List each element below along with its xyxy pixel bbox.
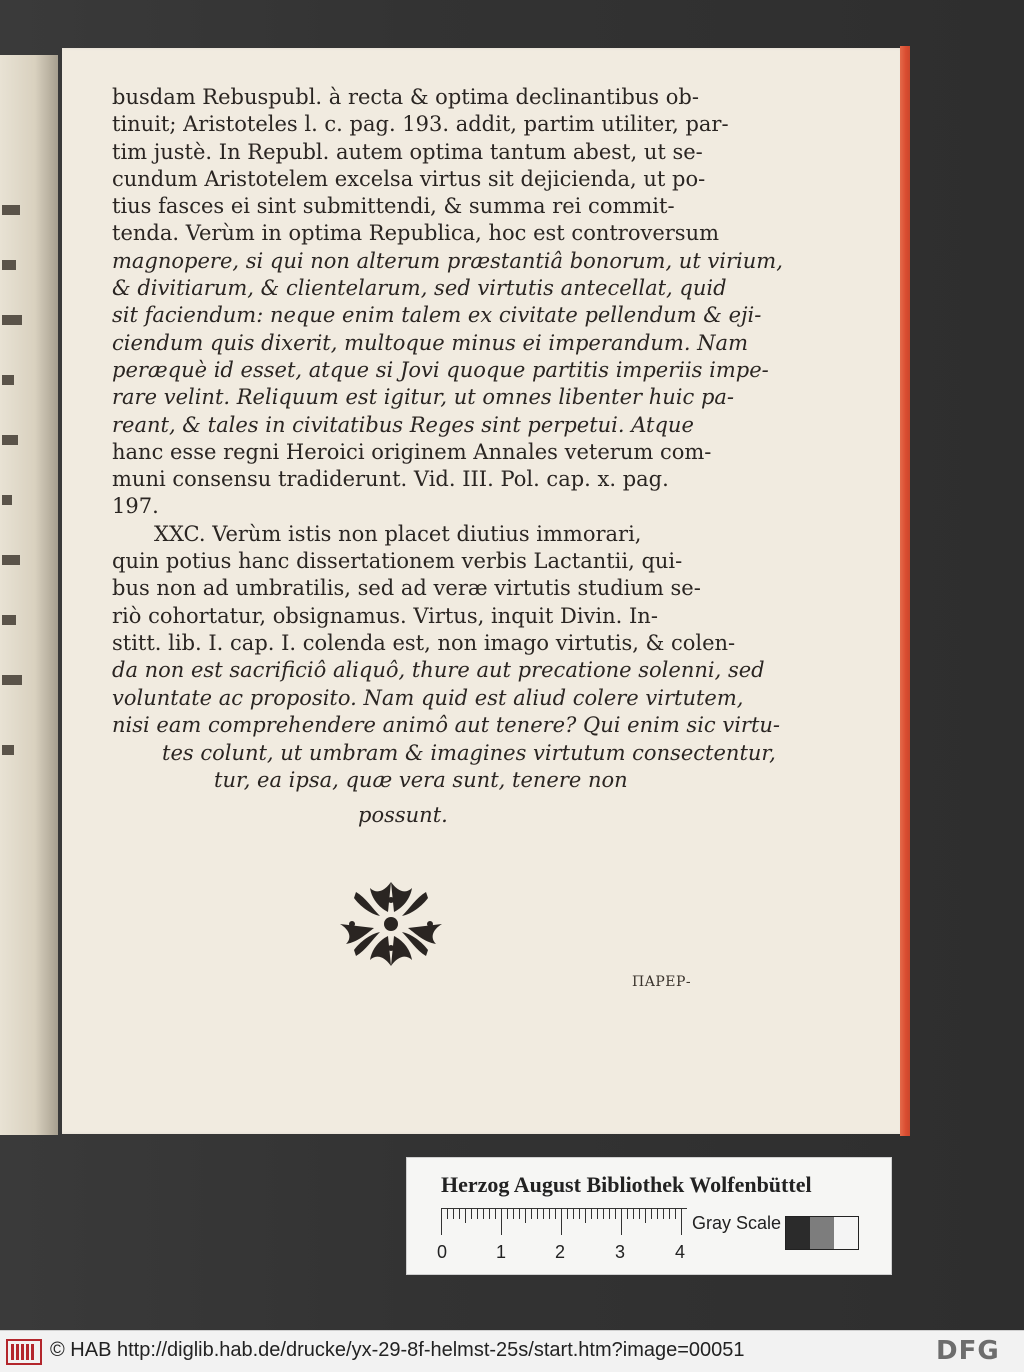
ruler-number: 2 xyxy=(555,1242,566,1262)
text-line: tim justè. In Republ. autem optima tantum abest, ut se- xyxy=(112,139,703,164)
gray-scale-label: Gray Scale xyxy=(692,1213,782,1233)
text-line: sit faciendum: neque enim talem ex civitate pellendum & eji- xyxy=(112,303,762,328)
library-name: Herzog August Bibliothek Wolfenbüttel xyxy=(441,1172,812,1197)
text-line: 197. xyxy=(112,494,159,519)
gray-scale-patches xyxy=(785,1216,859,1250)
closing-line: possunt. xyxy=(358,803,448,827)
ruler-number: 0 xyxy=(437,1242,448,1262)
ruler-number: 3 xyxy=(615,1242,626,1262)
text-line: ciendum quis dixerit, multoque minus ei imperandum. Nam xyxy=(112,330,748,355)
text-line: rare velint. Reliquum est igitur, ut omnes libenter huic pa- xyxy=(112,385,735,410)
catchword: ΠΑΡΕΡ- xyxy=(632,974,692,990)
text-line: tinuit; Aristoteles l. c. pag. 193. addit, partim utiliter, par- xyxy=(112,112,729,137)
page-red-edge xyxy=(900,46,910,1136)
text-line: da non est sacrificiô aliquô, thure aut precatione solenni, sed xyxy=(112,658,765,683)
page-body-text xyxy=(112,84,783,739)
text-line: nisi eam comprehendere animô aut tenere? Qui enim sic virtu- xyxy=(112,712,781,737)
closing-line: tes colunt, ut umbram & imagines virtutum consectentur, xyxy=(162,741,776,765)
previous-page-edge xyxy=(0,55,58,1135)
gray-patch-light xyxy=(834,1217,858,1249)
ruler-number: 1 xyxy=(496,1242,507,1262)
text-line: riò cohortatur, obsignamus. Virtus, inquit Divin. In- xyxy=(112,603,658,628)
gray-patch-mid xyxy=(810,1217,834,1249)
text-line: voluntate ac proposito. Nam quid est aliud colere virtutem, xyxy=(112,685,744,710)
text-line: quin potius hanc dissertationem verbis Lactantii, qui- xyxy=(112,549,683,574)
gray-patch-dark xyxy=(786,1217,810,1249)
text-line: reant, & tales in civitatibus Reges sint perpetui. Atque xyxy=(112,412,694,437)
hab-logo-icon xyxy=(6,1339,42,1365)
text-line: hanc esse regni Heroici originem Annales veterum com- xyxy=(112,439,712,464)
text-line: cundum Aristotelem excelsa virtus sit dejicienda, ut po- xyxy=(112,166,706,191)
text-line: tenda. Verùm in optima Republica, hoc est controversum xyxy=(112,221,720,246)
floral-ornament-icon xyxy=(336,878,446,970)
viewer-footer xyxy=(0,1330,1024,1372)
text-line: bus non ad umbratilis, sed ad veræ virtutis studium se- xyxy=(112,576,701,601)
text-line: XXC. Verùm istis non placet diutius immorari, xyxy=(154,521,642,546)
footer-source-link[interactable]: © HAB http://diglib.hab.de/drucke/yx-29-8f-helmst-25s/start.htm?image=00051 xyxy=(50,1339,745,1361)
dfg-logo: DFG xyxy=(936,1336,1000,1366)
text-line: peræquè id esset, atque si Jovi quoque partitis imperiis impe- xyxy=(112,357,769,382)
closing-line: tur, ea ipsa, quæ vera sunt, tenere non xyxy=(214,768,628,792)
text-line: muni consensu tradiderunt. Vid. III. Pol. cap. x. pag. xyxy=(112,467,669,492)
text-line: magnopere, si qui non alterum præstantiâ bonorum, ut virium, xyxy=(112,248,783,273)
text-line: & divitiarum, & clientelarum, sed virtutis antecellat, quid xyxy=(112,276,727,301)
ruler-number: 4 xyxy=(675,1242,686,1262)
text-line: tius fasces ei sint submittendi, & summa rei commit- xyxy=(112,194,675,219)
text-line: stitt. lib. I. cap. I. colenda est, non imago virtutis, & colen- xyxy=(112,630,736,655)
measurement-ruler xyxy=(441,1208,687,1235)
color-reference-card xyxy=(406,1157,892,1275)
text-line: busdam Rebuspubl. à recta & optima declinantibus ob- xyxy=(112,85,699,109)
